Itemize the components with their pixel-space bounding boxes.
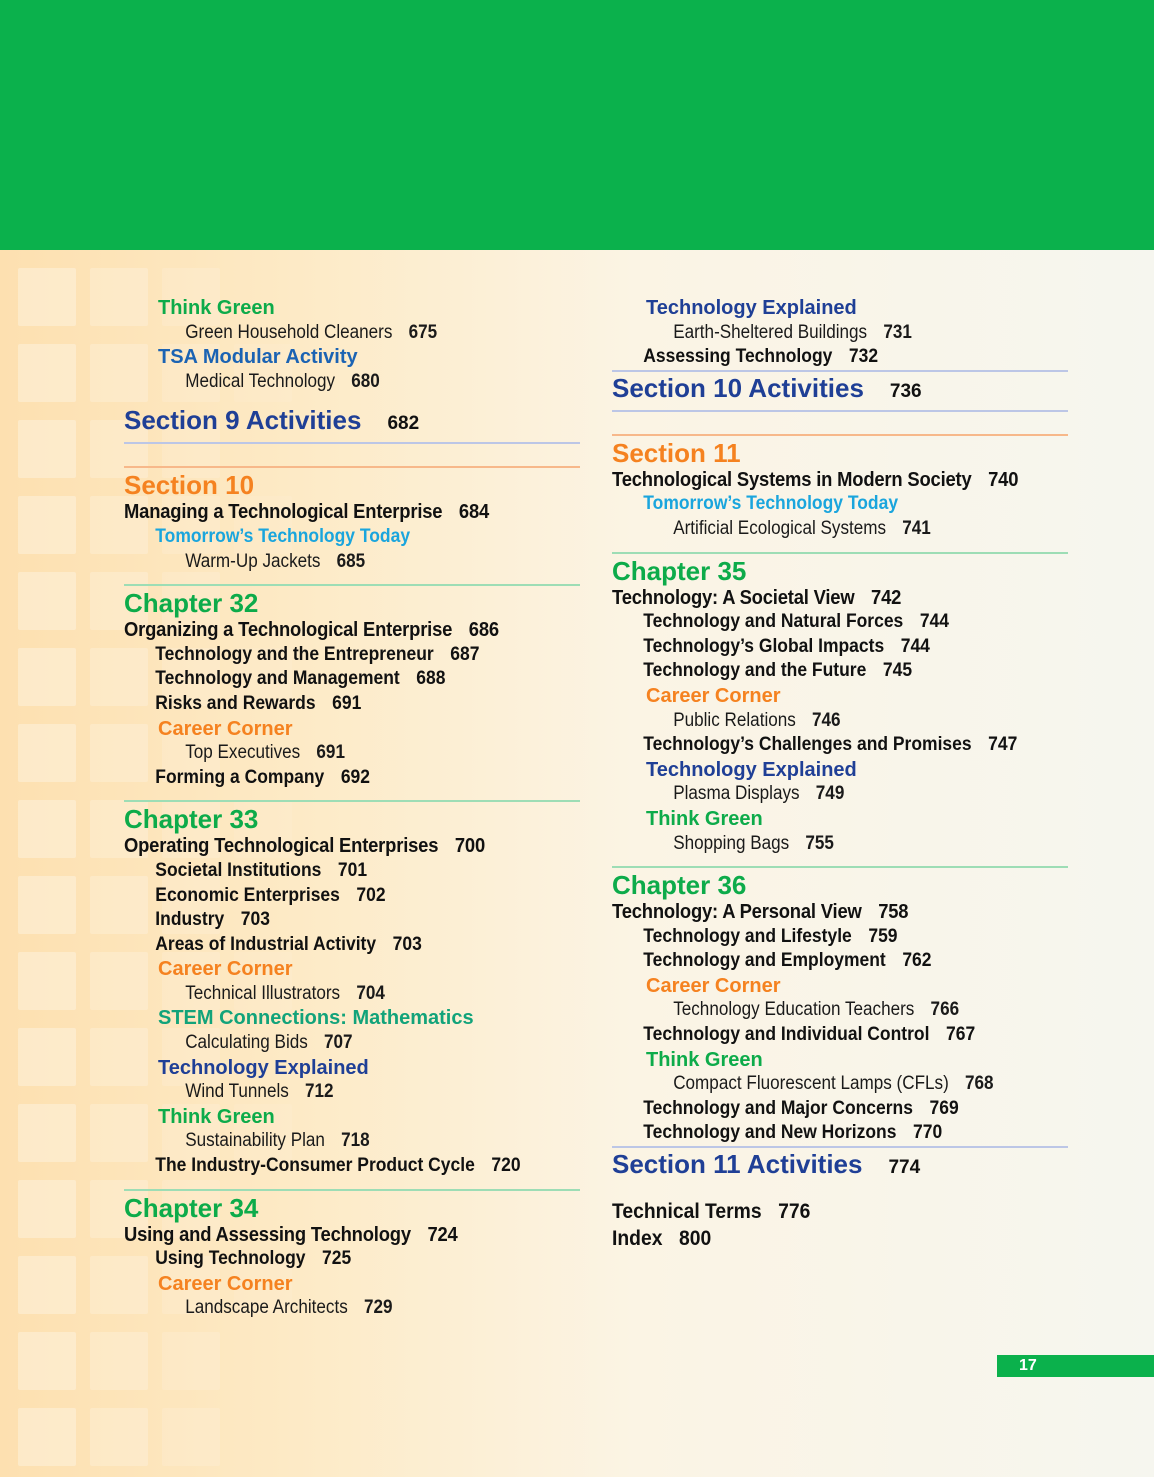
section-11-activities[interactable]: Section 11 Activities 774	[612, 1149, 921, 1180]
toc-entry[interactable]: Calculating Bids 707	[185, 1032, 353, 1054]
toc-entry[interactable]: Technical Illustrators 704	[185, 982, 385, 1004]
tomorrows-technology-label: Tomorrow’s Technology Today	[643, 493, 899, 515]
toc-entry[interactable]: Technology and the Entrepreneur 687	[155, 643, 480, 665]
chapter-title[interactable]: Operating Technological Enterprises 700	[124, 835, 485, 858]
chapter-32-heading: Chapter 32	[124, 584, 580, 618]
toc-entry[interactable]: Artificial Ecological Systems 741	[673, 517, 931, 539]
toc-entry[interactable]: Risks and Rewards 691	[155, 692, 362, 714]
section-title[interactable]: Technological Systems in Modern Society 740	[612, 468, 1019, 491]
toc-entry[interactable]: Technology Education Teachers 766	[673, 999, 960, 1021]
toc-entry[interactable]: Plasma Displays 749	[673, 783, 845, 805]
career-corner-label: Career Corner	[158, 1272, 293, 1295]
career-corner-label: Career Corner	[158, 958, 293, 981]
toc-entry[interactable]: Sustainability Plan 718	[185, 1130, 370, 1152]
career-corner-label: Career Corner	[646, 684, 781, 707]
chapter-33-heading: Chapter 33	[124, 800, 580, 834]
think-green-label: Think Green	[158, 297, 275, 319]
toc-entry[interactable]: Medical Technology 680	[185, 370, 380, 392]
toc-entry[interactable]: Using Technology 725	[155, 1248, 352, 1270]
technology-explained-label: Technology Explained	[646, 758, 857, 781]
tsa-activity-label: TSA Modular Activity	[158, 346, 358, 369]
technology-explained-label: Technology Explained	[646, 297, 857, 319]
toc-entry[interactable]: Technology and Major Concerns 769	[643, 1097, 959, 1119]
toc-entry[interactable]: Wind Tunnels 712	[185, 1081, 334, 1103]
toc-entry[interactable]: Public Relations 746	[673, 709, 841, 731]
chapter-title[interactable]: Using and Assessing Technology 724	[124, 1223, 458, 1246]
section-9-activities[interactable]: Section 9 Activities 682	[124, 404, 580, 444]
toc-entry[interactable]: Top Executives 691	[185, 742, 345, 764]
think-green-label: Think Green	[646, 1048, 763, 1071]
toc-entry[interactable]: Technology and Employment 762	[643, 950, 932, 972]
toc-left-column	[124, 296, 580, 1321]
toc-entry[interactable]: The Industry-Consumer Product Cycle 720	[155, 1155, 521, 1177]
page-number: 17	[997, 1355, 1154, 1377]
toc-entry[interactable]: Warm-Up Jackets 685	[185, 550, 366, 572]
section-title[interactable]: Managing a Technological Enterprise 684	[124, 501, 490, 524]
toc-entry[interactable]: Assessing Technology 732	[643, 346, 879, 368]
toc-entry[interactable]: Technology’s Challenges and Promises 747	[643, 734, 1018, 756]
tomorrows-technology-label: Tomorrow’s Technology Today	[155, 525, 411, 547]
toc-entry[interactable]: Forming a Company 692	[155, 766, 370, 788]
chapter-34-heading: Chapter 34	[124, 1189, 580, 1223]
index-entry[interactable]: Index 800	[612, 1227, 712, 1251]
think-green-label: Think Green	[646, 807, 763, 830]
chapter-title[interactable]: Organizing a Technological Enterprise 686	[124, 619, 499, 642]
toc-entry[interactable]: Economic Enterprises 702	[155, 884, 386, 906]
section-10-activities[interactable]: Section 10 Activities 736	[612, 372, 1068, 412]
toc-entry[interactable]: Technology and the Future 745	[643, 660, 913, 682]
toc-entry[interactable]: Societal Institutions 701	[155, 859, 368, 881]
toc-entry[interactable]: Green Household Cleaners 675	[185, 321, 438, 343]
chapter-36-heading: Chapter 36	[612, 866, 1068, 900]
think-green-label: Think Green	[158, 1105, 275, 1128]
chapter-title[interactable]: Technology: A Personal View 758	[612, 901, 909, 924]
section-11-heading: Section 11	[612, 434, 1068, 468]
chapter-title[interactable]: Technology: A Societal View 742	[612, 586, 902, 609]
top-green-band	[0, 0, 1154, 250]
toc-entry[interactable]: Technology’s Global Impacts 744	[643, 635, 930, 657]
toc-entry[interactable]: Industry 703	[155, 909, 270, 931]
toc-entry[interactable]: Areas of Industrial Activity 703	[155, 933, 422, 955]
career-corner-label: Career Corner	[646, 974, 781, 997]
toc-entry[interactable]: Technology and Individual Control 767	[643, 1024, 976, 1046]
toc-entry[interactable]: Technology and New Horizons 770	[643, 1122, 943, 1144]
stem-connections-label: STEM Connections: Mathematics	[158, 1007, 474, 1030]
toc-entry[interactable]: Compact Fluorescent Lamps (CFLs) 768	[673, 1073, 994, 1095]
toc-entry[interactable]: Technology and Lifestyle 759	[643, 925, 898, 947]
toc-entry[interactable]: Technology and Management 688	[155, 668, 446, 690]
toc-entry[interactable]: Earth-Sheltered Buildings 731	[673, 321, 912, 343]
technology-explained-label: Technology Explained	[158, 1056, 369, 1079]
career-corner-label: Career Corner	[158, 717, 293, 740]
toc-entry[interactable]: Shopping Bags 755	[673, 832, 834, 854]
toc-entry[interactable]: Technology and Natural Forces 744	[643, 611, 949, 633]
section-10-heading: Section 10	[124, 466, 580, 500]
technical-terms-entry[interactable]: Technical Terms 776	[612, 1200, 811, 1224]
toc-entry[interactable]: Landscape Architects 729	[185, 1297, 393, 1319]
chapter-35-heading: Chapter 35	[612, 552, 1068, 586]
toc-right-column	[612, 296, 1068, 1252]
